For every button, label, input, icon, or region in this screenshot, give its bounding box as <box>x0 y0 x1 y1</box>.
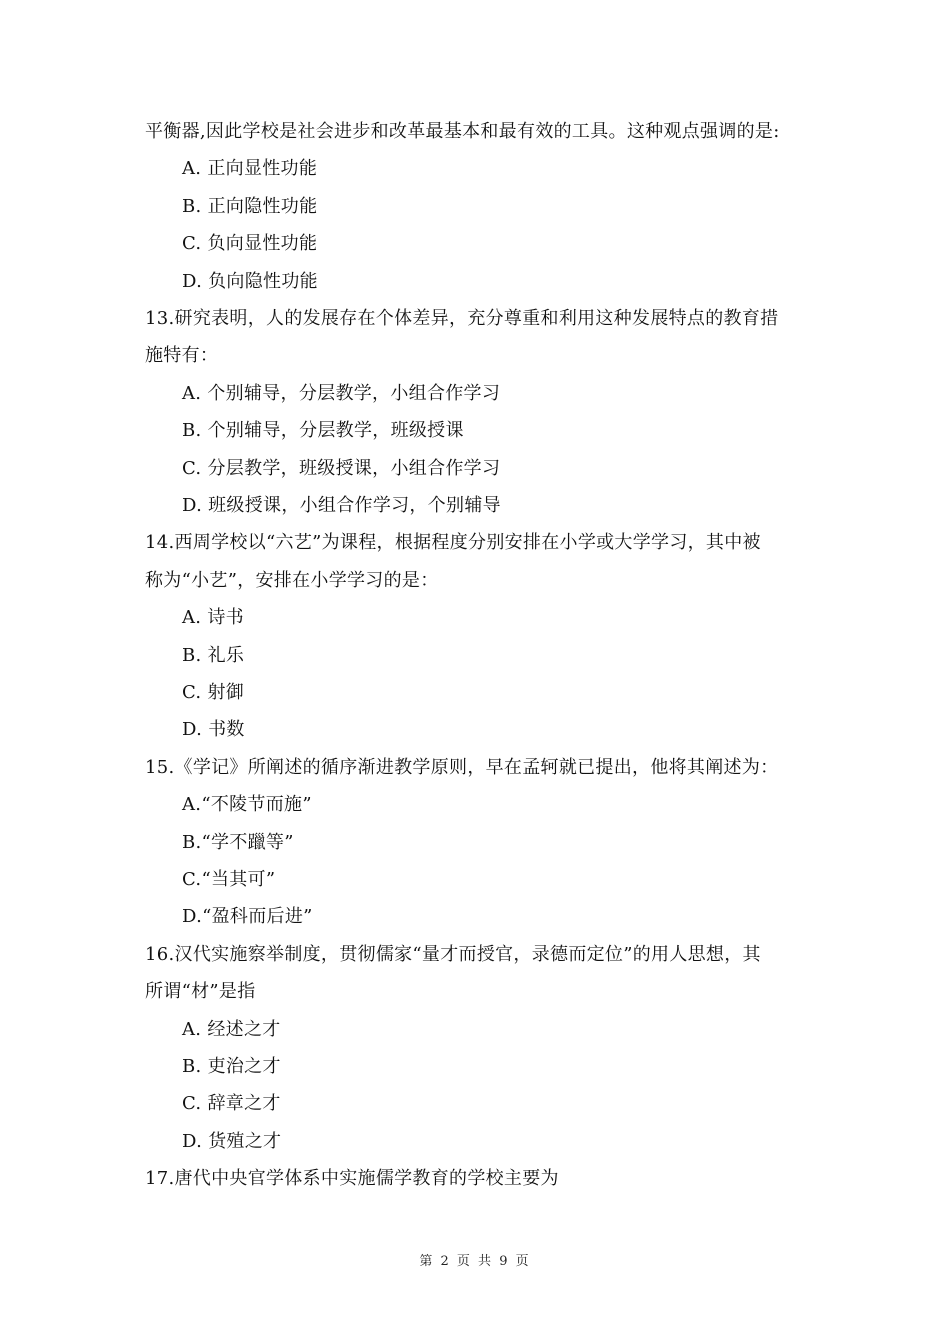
question-text: 施特有： <box>145 345 219 366</box>
answer-option: A. 诗书 <box>182 607 244 628</box>
question-text: 17.唐代中央官学体系中实施儒学教育的学校主要为 <box>145 1168 559 1189</box>
answer-option: A. 经述之才 <box>182 1019 281 1040</box>
answer-option: C. 分层教学，班级授课，小组合作学习 <box>182 458 501 479</box>
question-text: 16.汉代实施察举制度，贯彻儒家“量才而授官，录德而定位”的用人思想，其 <box>145 944 761 965</box>
answer-option: C. 负向显性功能 <box>182 233 318 254</box>
answer-option: B. 吏治之才 <box>182 1056 281 1077</box>
answer-option: D. 书数 <box>182 719 245 740</box>
answer-option: C.“当其可” <box>182 869 276 890</box>
answer-option: A. 正向显性功能 <box>182 158 318 179</box>
answer-option: B.“学不躐等” <box>182 832 294 853</box>
question-text: 13.研究表明，人的发展存在个体差异，充分尊重和利用这种发展特点的教育措 <box>145 308 779 329</box>
page-footer: 第 2 页 共 9 页 <box>419 1254 531 1269</box>
answer-option: D.“盈科而后进” <box>182 906 313 927</box>
answer-option: D. 货殖之才 <box>182 1131 282 1152</box>
answer-option: D. 负向隐性功能 <box>182 271 318 292</box>
answer-option: B. 礼乐 <box>182 645 245 666</box>
answer-option: B. 正向隐性功能 <box>182 196 318 217</box>
answer-option: C. 射御 <box>182 682 245 703</box>
question-text: 所谓“材”是指 <box>145 981 256 1002</box>
question-text: 15.《学记》所阐述的循序渐进教学原则，早在孟轲就已提出，他将其阐述为： <box>145 757 779 778</box>
question-text: 14.西周学校以“六艺”为课程，根据程度分别安排在小学或大学学习，其中被 <box>145 532 761 553</box>
question-text: 平衡器,因此学校是社会进步和改革最基本和最有效的工具。这种观点强调的是: <box>145 121 780 142</box>
question-text: 称为“小艺”，安排在小学学习的是： <box>145 570 439 591</box>
answer-option: D. 班级授课，小组合作学习，个别辅导 <box>182 495 501 516</box>
answer-option: B. 个别辅导，分层教学，班级授课 <box>182 420 464 441</box>
answer-option: C. 辞章之才 <box>182 1093 281 1114</box>
answer-option: A.“不陵节而施” <box>182 794 312 815</box>
answer-option: A. 个别辅导，分层教学，小组合作学习 <box>182 383 501 404</box>
